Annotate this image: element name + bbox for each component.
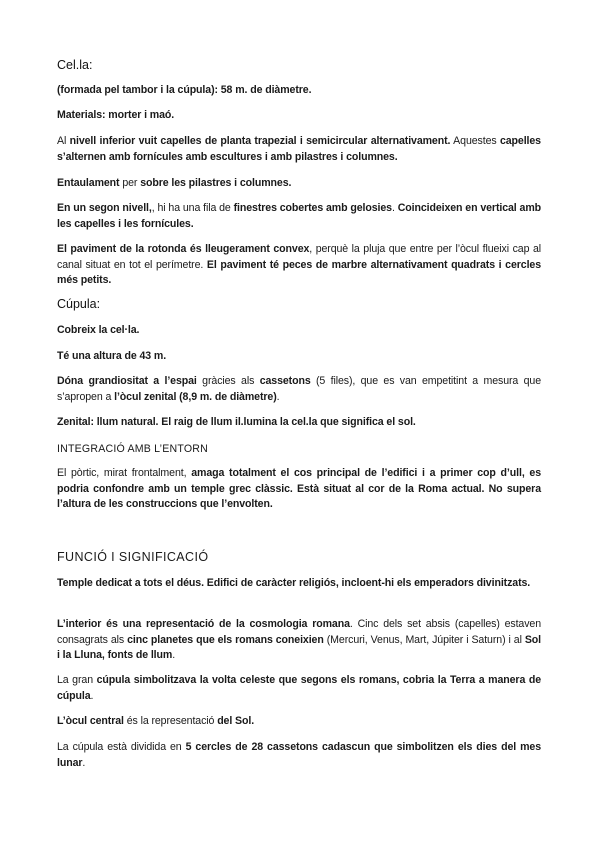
cupula-heading: Cúpula: <box>57 297 101 311</box>
cupula-covers: Cobreix la cel·la. <box>57 324 140 336</box>
cella-pavement: El paviment de la rotonda és lleugerament convex, perquè la pluja que entre per l’òcul flueixi cap al canal situat en tot el perímetre. El paviment té peces de marbre alternativament quadrats i cercles més petits. <box>57 243 541 286</box>
cupula-height: Té una altura de 43 m. <box>57 350 167 362</box>
cella-materials: Materials: morter i maó. <box>57 109 175 121</box>
funcio-cosmology: L’interior és una representació de la cosmologia romana. Cinc dels set absis (capelles) estaven consagrats als cinc planetes que els romans coneixien (Mercuri, Venus, Mart, Júpiter i Saturn) i al Sol i la Lluna, fonts de llum. <box>57 618 542 661</box>
cella-entablature: Entaulament per sobre les pilastres i columnes. <box>57 177 292 189</box>
funcio-dome-symbol: La gran cúpula simbolitzava la volta celeste que segons els romans, cobria la Terra a manera de cúpula. <box>57 674 541 702</box>
cella-heading: Cel.la: <box>57 58 93 72</box>
funcio-oculus: L’òcul central és la representació del Sol. <box>57 715 255 727</box>
cella-second-level: En un segon nivell,, hi ha una fila de finestres cobertes amb gelosies. Coincideixen en vertical amb les capelles i les fornícules. <box>57 202 542 230</box>
funcio-heading: FUNCIÓ I SIGNIFICACIÓ <box>57 550 209 564</box>
integracio-heading: INTEGRACIÓ AMB L’ENTORN <box>57 443 208 455</box>
integracio-text: El pòrtic, mirat frontalment, amaga totalment el cos principal de l’edifici i a primer cop d’ull, es podria confondre amb un temple grec clàssic. Està situat al cor de la Roma actual. No supera l’altura de les construccions que l’envolten. <box>57 467 542 510</box>
cella-diameter: (formada pel tambor i la cúpula): 58 m. de diàmetre. <box>57 84 312 96</box>
cella-lower-level: Al nivell inferior vuit capelles de planta trapezial i semicircular alternativament. Aquestes capelles s’alternen amb fornícules amb escultures i amb pilastres i columnes. <box>57 135 541 163</box>
funcio-temple: Temple dedicat a tots el déus. Edifici de caràcter religiós, incloent-hi els emperadors divinitzats. <box>57 577 531 589</box>
cupula-coffers: Dóna grandiositat a l’espai gràcies als cassetons (5 files), que es van empetitint a mesura que s’apropen a l’òcul zenital (8,9 m. de diàmetre). <box>57 375 541 403</box>
funcio-coffer-circles: La cúpula està dividida en 5 cercles de 28 cassetons cadascun que simbolitzen els dies del mes lunar. <box>57 741 541 769</box>
cupula-zenital: Zenital: llum natural. El raig de llum il.lumina la cel.la que significa el sol. <box>57 416 416 428</box>
